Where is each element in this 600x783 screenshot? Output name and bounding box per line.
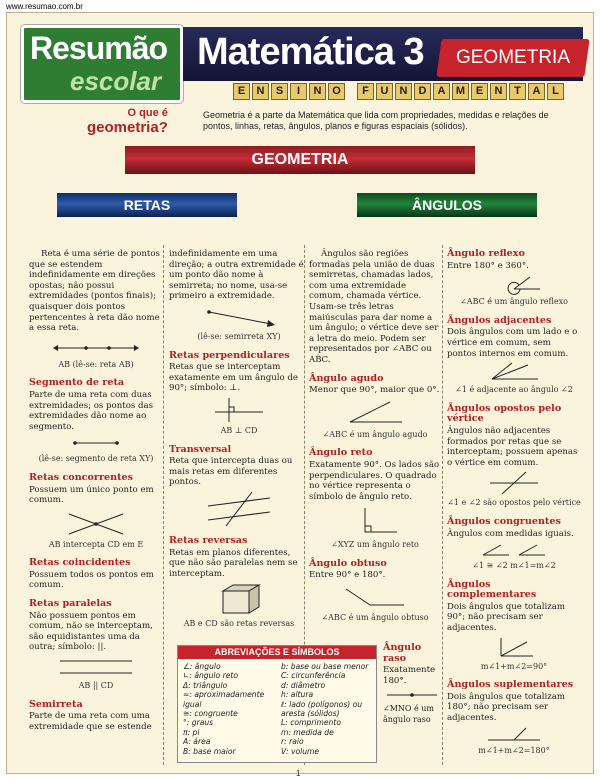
abbreviation-item: A: área — [183, 737, 211, 747]
obtuso-text: Entre 90° e 180°. — [309, 570, 386, 581]
paralelas-text: Não possuem pontos em comum, não se interceptam, são equidistantes uma da outra; símbolo: ||. — [29, 610, 153, 653]
abbreviation-item: d: diâmetro — [281, 680, 326, 690]
right-angle-figure — [345, 504, 405, 538]
level-letter: E — [471, 83, 488, 100]
perpendicular-figure — [209, 396, 269, 424]
parallel-lines-figure — [56, 655, 136, 679]
agudo-text: Menor que 90°, maior que 0°. — [309, 385, 440, 396]
reflexo-title: Ângulo reflexo — [447, 248, 525, 259]
paralelas-caption: AB || CD — [78, 681, 114, 691]
transversal-figure — [204, 490, 274, 528]
adjacentes-text: Dois ângulos com um lado e o vértice em comum, sem pontos internos em comum. — [447, 327, 578, 359]
level-letter: N — [252, 83, 269, 100]
opostos-caption: ∠1 e ∠2 são opostos pelo vértice — [447, 498, 581, 508]
column-angles-1 — [309, 249, 441, 627]
paralelas-title: Retas paralelas — [29, 598, 112, 610]
agudo-title: Ângulo agudo — [309, 372, 384, 384]
level-letter: O — [328, 83, 345, 100]
level-letter: M — [452, 83, 469, 100]
abbreviation-item: π: pi — [183, 727, 200, 737]
abbreviation-item: ℓ: lado (polígonos) ou aresta (sólidos) — [281, 699, 363, 719]
abbreviation-item: L: comprimento — [281, 718, 341, 728]
level-letter: F — [357, 83, 374, 100]
adjacentes-title: Ângulos adjacentes — [447, 314, 552, 326]
abbreviations-title: ABREVIAÇÕES E SÍMBOLOS — [178, 646, 376, 659]
straight-angle-figure — [385, 688, 439, 702]
column-divider — [163, 245, 164, 765]
abbreviation-item: B: base maior — [183, 746, 236, 756]
semirreta-text: Parte de uma reta com uma extremidade que se estende — [29, 711, 152, 732]
reta-text: Reta é uma série de pontos que se estendem indefinidamente em direções opostas; não possui extremidades (pontos finais); quaisquer dois pontos pertencentes à reta dão nome a essa reta. — [29, 249, 160, 334]
angulos-text: Ângulos são regiões formadas pela união de duas semirretas, chamadas lados, com uma extremidade comum, chamada vértice. Usam-se três letras maiúsculas para dar nome a um ângulo; o vértice deve ser a letra do meio. Podem ser representados por ∠ABC ou AB̂C. — [309, 249, 439, 365]
reta-caption: AB (lê-se: reta AB) — [58, 359, 134, 369]
level-letter: E — [233, 83, 250, 100]
intersecting-lines-figure — [61, 508, 131, 538]
suplementares-title: Ângulos suplementares — [447, 679, 574, 691]
abbreviation-item: Δ: triângulo — [183, 680, 228, 690]
obtuso-caption: ∠ABC é um ângulo obtuso — [321, 613, 429, 623]
obtuse-angle-figure — [340, 583, 410, 611]
acute-angle-figure — [340, 398, 410, 428]
reflex-angle-figure — [484, 273, 544, 295]
topic-badge — [436, 39, 589, 77]
segment-figure — [61, 434, 131, 452]
complementary-angles-figure — [489, 636, 539, 660]
topic-label: GEOMETRIA — [455, 47, 570, 68]
concorrentes-caption: AB intercepta CD em E — [48, 539, 144, 549]
reversas-caption: AB e CD são retas reversas — [183, 619, 295, 629]
line-ab-figure — [51, 336, 141, 358]
adjacentes-caption: ∠1 é adjacente ao ângulo ∠2 — [455, 385, 573, 395]
section-lines-bar: RETAS — [57, 193, 237, 217]
abbreviation-item: ≈: aproximadamente igual — [183, 690, 265, 709]
abbreviations-right — [281, 662, 377, 756]
semirreta-caption: (lê-se: semirreta XY) — [197, 331, 281, 341]
level-letter: T — [509, 83, 526, 100]
ray-figure — [199, 304, 279, 330]
level-letter: S — [271, 83, 288, 100]
supplementary-angles-figure — [484, 726, 544, 744]
concorrentes-title: Retas concorrentes — [29, 471, 134, 483]
congruentes-caption: ∠1 ≅ ∠2 m∠1=m∠2 — [472, 561, 556, 571]
raso-text: Exatamente 180°. — [383, 665, 436, 686]
semirreta-title: Semirreta — [29, 698, 83, 710]
congruentes-text: Ângulos com medidas iguais. — [447, 528, 574, 539]
perp-text: Retas que se interceptam exatamente em um ângulo de 90°; símbolo: ⊥. — [169, 362, 298, 394]
coincidentes-text: Possuem todos os pontos em comum. — [29, 569, 154, 591]
level-letter: L — [547, 83, 564, 100]
level-letter: A — [528, 83, 545, 100]
level-letter — [347, 83, 355, 100]
raso-caption: ∠MNO é um ângulo raso — [383, 704, 435, 724]
abbreviation-item: r: raio — [281, 737, 304, 747]
abbreviation-item: m: medida de — [281, 727, 334, 737]
congruent-angles-figure — [479, 541, 549, 559]
raso-block — [383, 635, 441, 728]
intro-q1: O que é — [127, 107, 168, 119]
reto-caption: ∠XYZ um ângulo reto — [331, 540, 419, 550]
abbreviation-item: ∟: ângulo reto — [183, 671, 239, 681]
site-url: www.resumao.com.br — [6, 2, 83, 11]
reto-text: Exatamente 90°. Os lados são perpendiculares. O quadrado no vértice representa o símbolo de ângulo reto. — [309, 459, 440, 502]
level-letter: N — [395, 83, 412, 100]
perp-caption: AB ⊥ CD — [220, 425, 258, 435]
perp-title: Retas perpendiculares — [169, 349, 290, 361]
section-geometry-bar: GEOMETRIA — [125, 146, 475, 174]
opostos-title: Ângulos opostos pelo vértice — [447, 402, 562, 425]
abbreviations-left — [183, 662, 279, 756]
level-banner — [233, 83, 564, 100]
intro-q2: geometria? — [87, 119, 168, 136]
page-title: Matemática 3 — [197, 31, 424, 73]
abbreviation-item: ∠: ângulo — [183, 662, 221, 671]
header — [7, 13, 595, 105]
segmento-title: Segmento de reta — [29, 377, 125, 389]
opostos-text: Ângulos não adjacentes formados por retas que se interceptam; possuem apenas o vértice em comum. — [447, 425, 578, 468]
segmento-text: Parte de uma reta com duas extremidades; os pontos das extremidades dão nome ao segmento. — [29, 389, 154, 432]
abbreviation-item: C: circunferência — [281, 671, 346, 681]
suplementares-text: Dois ângulos que totalizam 180°; não precisam ser adjacentes. — [447, 691, 566, 724]
concorrentes-text: Possuem um único ponto em comum. — [29, 484, 154, 506]
logo — [21, 25, 183, 103]
column-lines-2 — [169, 249, 309, 633]
complementares-caption: m∠1+m∠2=90° — [480, 661, 548, 671]
level-letter: N — [490, 83, 507, 100]
adjacent-angles-figure — [484, 361, 544, 383]
abbreviation-item: h: altura — [281, 690, 314, 700]
complementares-text: Dois ângulos que totalizam 90°; não precisam ser adjacentes. — [447, 601, 566, 634]
skew-lines-figure — [209, 581, 269, 617]
abbreviation-item: b: base ou base menor — [281, 662, 369, 671]
intro-question — [87, 107, 168, 136]
transversal-title: Transversal — [169, 443, 232, 455]
column-lines-1 — [29, 249, 163, 734]
section-angles-bar: ÂNGULOS — [357, 193, 537, 217]
level-letter: I — [290, 83, 307, 100]
reto-title: Ângulo reto — [309, 447, 373, 459]
obtuso-title: Ângulo obtuso — [309, 557, 387, 569]
logo-main: Resumão — [30, 30, 168, 66]
transversal-text: Reta que intercepta duas ou mais retas em diferentes pontos. — [169, 456, 293, 488]
raso-title: Ângulo raso — [383, 642, 422, 664]
logo-sub: escolar — [70, 66, 162, 96]
abbreviation-item: ≅: congruente — [183, 709, 238, 719]
suplementares-caption: m∠1+m∠2=180° — [478, 745, 550, 755]
abbreviation-item: V: volume — [281, 746, 320, 756]
level-letter: U — [376, 83, 393, 100]
reflexo-text: Entre 180° e 360°. — [447, 260, 529, 271]
reversas-text: Retas em planos diferentes, que não são paralelas nem se interceptam. — [169, 547, 298, 579]
level-letter: A — [433, 83, 450, 100]
segmento-caption: (lê-se: segmento de reta XY) — [38, 454, 154, 464]
page — [6, 12, 594, 774]
semirreta-cont: indefinidamente em uma direção; a outra extremidade é um ponto dão nome à semirreta; no nome, usa-se primeiro a extremidade. — [169, 249, 304, 302]
reversas-title: Retas reversas — [169, 534, 248, 546]
page-number: 1 — [296, 769, 301, 778]
congruentes-title: Ângulos congruentes — [447, 515, 561, 527]
abbreviations-box — [177, 645, 377, 763]
vertical-angles-figure — [484, 470, 544, 496]
complementares-title: Ângulos complementares — [447, 578, 537, 601]
intro-text: Geometria é a parte da Matemática que lida com propriedades, medidas e relações de pontos, linhas, retas, ângulos, planos e figuras espaciais (sólidos). — [203, 110, 549, 131]
level-letter: N — [309, 83, 326, 100]
column-angles-2 — [447, 249, 581, 759]
column-divider — [442, 245, 443, 765]
reflexo-caption: ∠ABC é um ângulo reflexo — [460, 297, 568, 307]
coincidentes-title: Retas coincidentes — [29, 557, 131, 569]
level-letter: D — [414, 83, 431, 100]
agudo-caption: ∠ABC é um ângulo agudo — [322, 429, 428, 439]
abbreviation-item: °: graus — [183, 718, 214, 728]
